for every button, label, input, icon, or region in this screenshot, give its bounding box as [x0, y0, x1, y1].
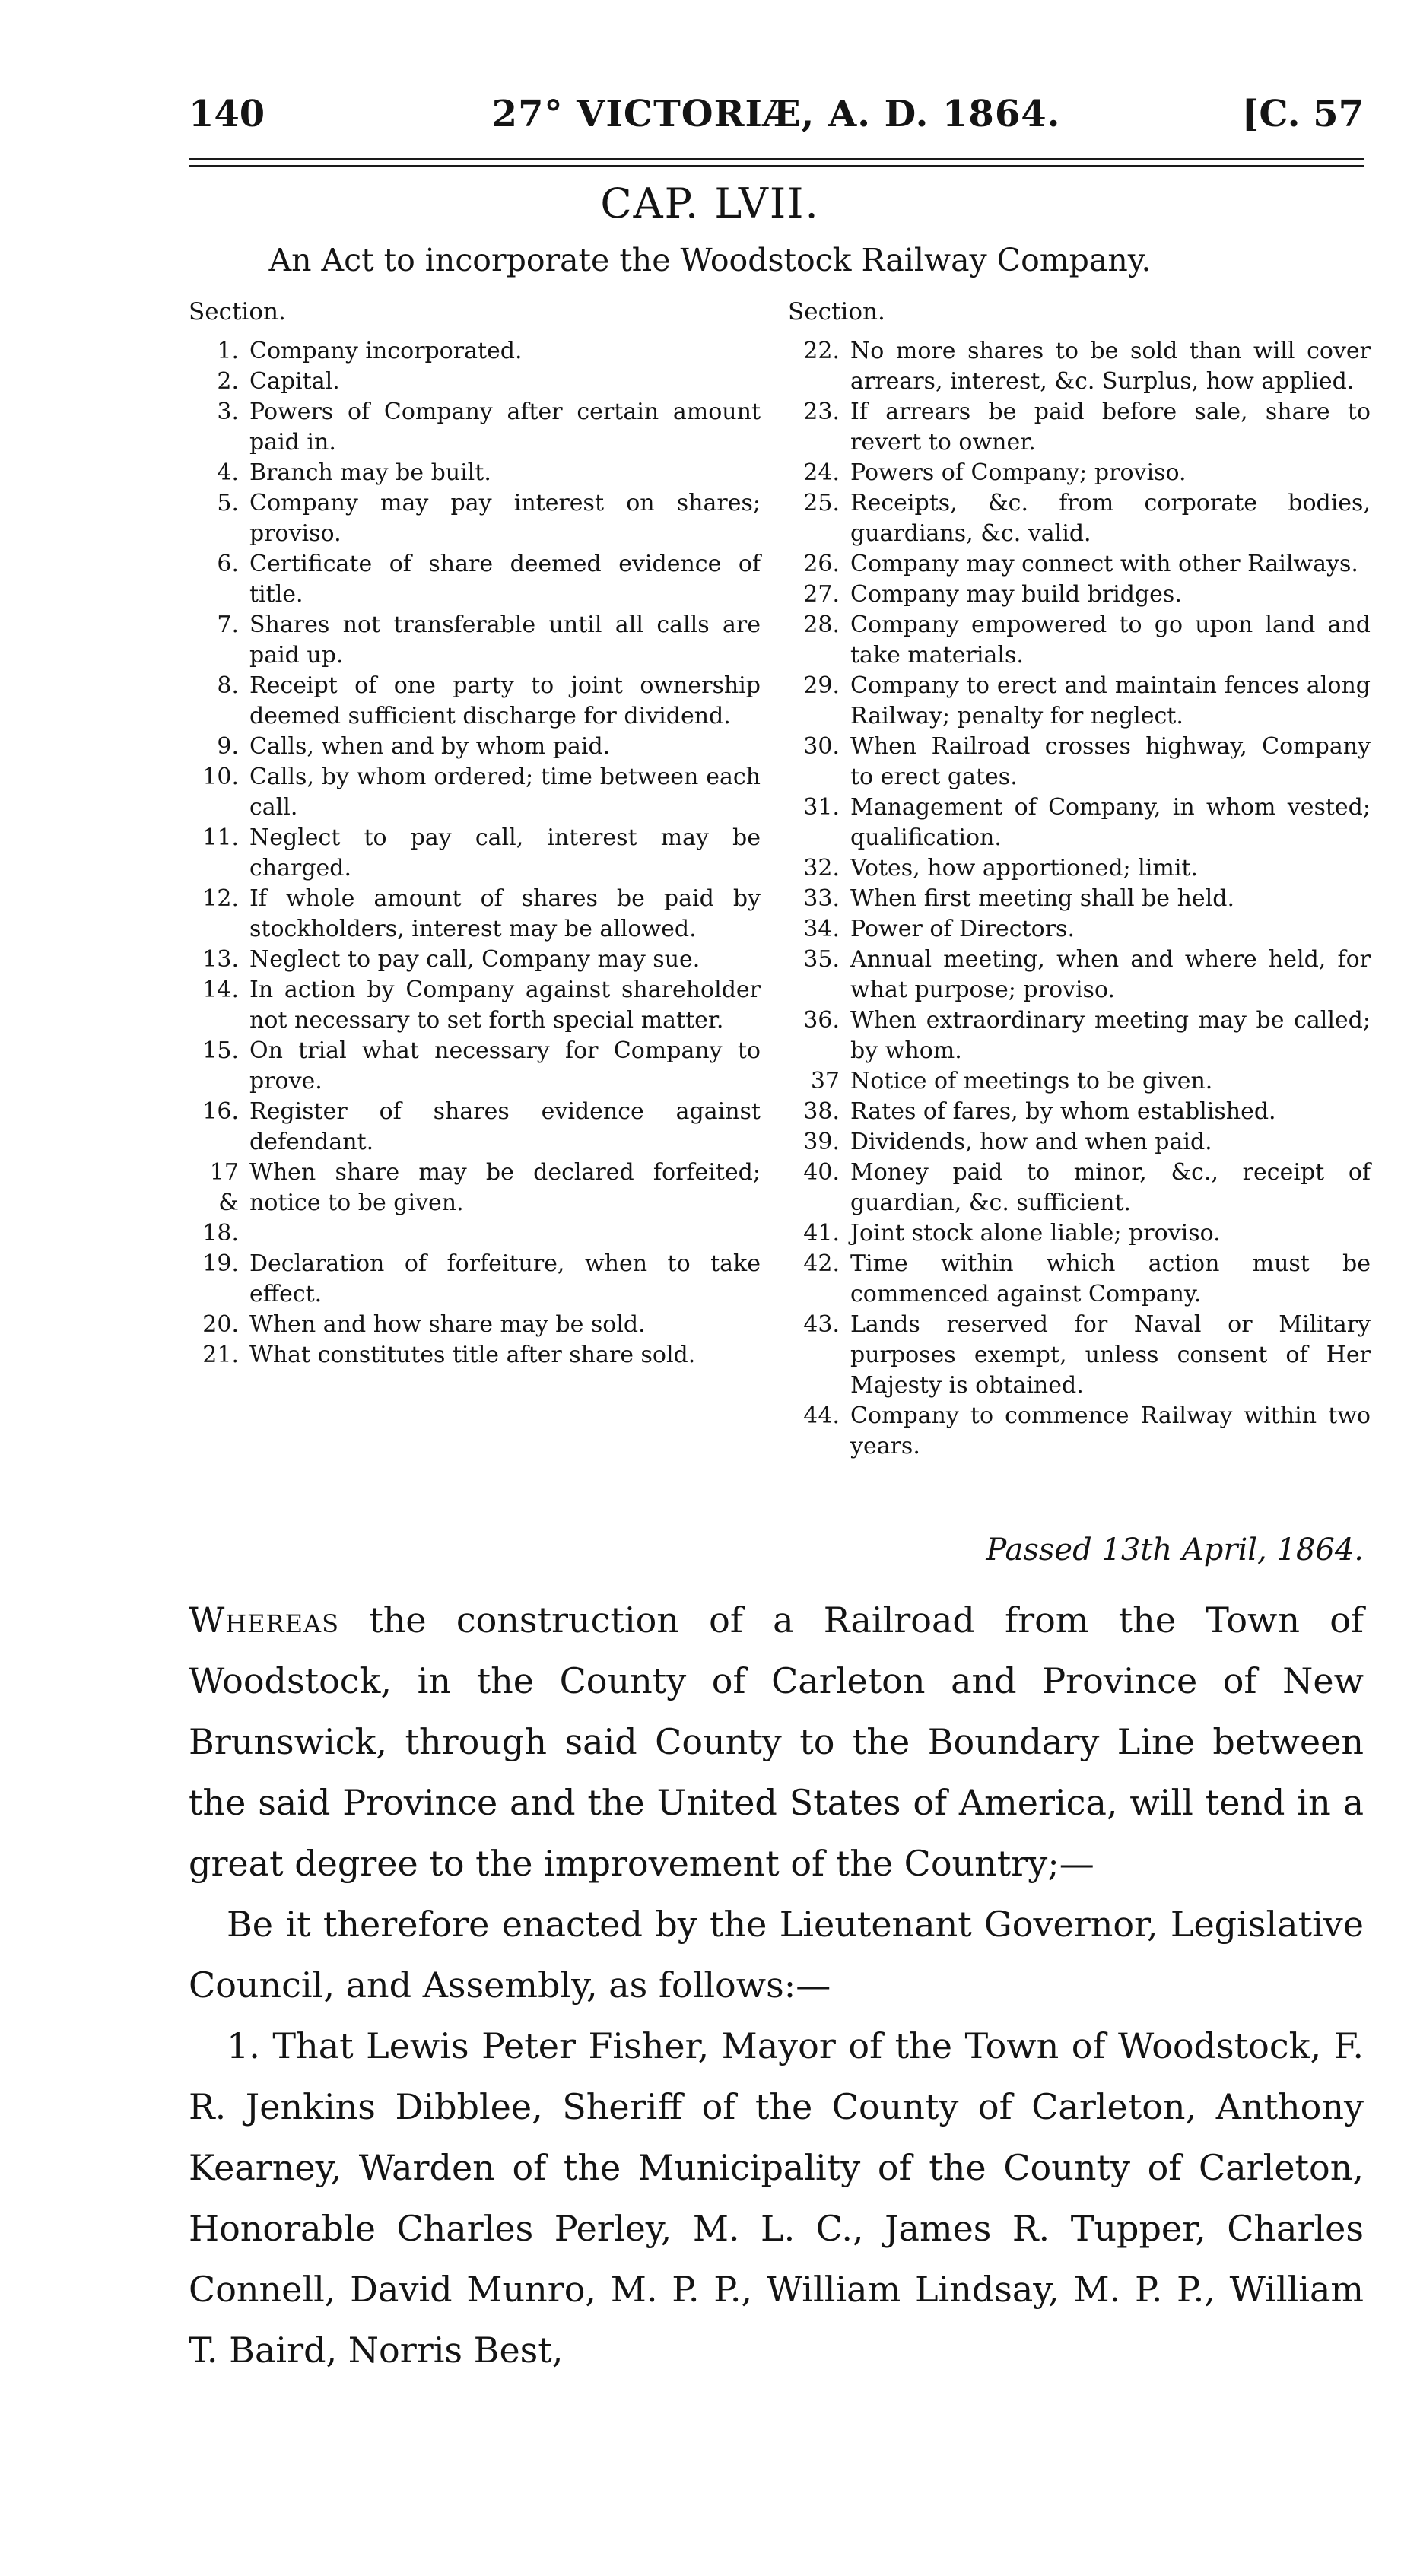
- toc-entry: [189, 1036, 761, 1097]
- toc-entry: [785, 610, 1371, 671]
- toc-entry-number: 41.: [803, 1220, 840, 1247]
- toc-entry-text: Receipt of one party to joint ownership deemed sufficient discharge for dividend.: [249, 672, 761, 729]
- toc-entry-text: Money paid to minor, &c., receipt of guardian, &c. sufficient.: [850, 1159, 1371, 1216]
- toc-right-heading: Section.: [788, 298, 885, 326]
- preamble-text: the construction of a Railroad from the Town of Woodstock, in the County of Carleton and Province of New Brunswick, through said County to the Boundary Line between the said Province and the United States of America, will tend in a great degree to the improvement of the Country;—: [189, 1599, 1364, 1884]
- running-title: 27° VICTORIÆ, A. D. 1864.: [491, 93, 1061, 135]
- toc-entry: [785, 549, 1371, 580]
- toc-entry-number: 29.: [803, 672, 840, 699]
- toc-entry-text: Powers of Company; proviso.: [850, 459, 1187, 486]
- toc-entry-text: Management of Company, in whom vested; qualification.: [850, 794, 1371, 851]
- toc-entry-text: Calls, by whom ordered; time between each call.: [249, 764, 761, 821]
- toc-entry: [785, 580, 1371, 610]
- toc-entry-number: 5.: [217, 490, 239, 516]
- toc-entry-number: 35.: [803, 946, 840, 973]
- toc-entry-number: 32.: [803, 855, 840, 881]
- toc-entry-number: 38.: [803, 1098, 840, 1125]
- toc-entry: [189, 945, 761, 975]
- toc-entry: [189, 732, 761, 762]
- toc-entry-number: 15.: [202, 1037, 239, 1064]
- toc-entry-text: Neglect to pay call, Company may sue.: [249, 946, 700, 973]
- chapter-reference: [C. 57: [1241, 93, 1364, 135]
- act-body: [189, 1590, 1364, 2381]
- preamble-paragraph: [189, 1590, 1364, 1894]
- toc-entry: [189, 458, 761, 488]
- toc-entry-text: No more shares to be sold than will cover arrears, interest, &c. Surplus, how applied.: [850, 338, 1371, 395]
- toc-entry-number: 7.: [217, 611, 239, 638]
- toc-entry-text: Lands reserved for Naval or Military purposes exempt, unless consent of Her Majesty is obtained.: [850, 1311, 1371, 1399]
- toc-entry-text: Power of Directors.: [850, 916, 1075, 942]
- toc-right-column: [785, 336, 1371, 1462]
- toc-entry-number: 27.: [803, 581, 840, 608]
- toc-entry-text: Notice of meetings to be given.: [850, 1068, 1213, 1094]
- toc-entry-text: Company to commence Railway within two years.: [850, 1402, 1371, 1460]
- toc-entry-number: 3.: [217, 399, 239, 425]
- toc-entry: [785, 488, 1371, 549]
- toc-entry-text: Votes, how apportioned; limit.: [850, 855, 1199, 881]
- toc-entry-number: 31.: [803, 794, 840, 821]
- toc-entry-number: 43.: [803, 1311, 840, 1338]
- toc-entry: [189, 762, 761, 823]
- toc-entry-number: 6.: [217, 551, 239, 577]
- toc-entry-number: 20.: [202, 1311, 239, 1338]
- whereas-word: Whereas: [189, 1599, 340, 1641]
- toc-entry: [785, 336, 1371, 397]
- toc-entry-number: 4.: [217, 459, 239, 486]
- toc-entry: [785, 1218, 1371, 1249]
- header-rule-top: [189, 158, 1364, 160]
- toc-entry-text: What constitutes title after share sold.: [249, 1342, 696, 1368]
- toc-entry-text: Joint stock alone liable; proviso.: [850, 1220, 1221, 1247]
- toc-entry: [785, 853, 1371, 884]
- running-header: [189, 93, 1364, 154]
- page-number: 140: [189, 93, 265, 135]
- toc-entry-number: 23.: [803, 399, 840, 425]
- toc-entry: [785, 914, 1371, 945]
- toc-left-column: [189, 336, 761, 1371]
- header-rule-bottom: [189, 165, 1364, 167]
- toc-entry-text: Company may build bridges.: [850, 581, 1182, 608]
- toc-entry: [785, 732, 1371, 792]
- toc-entry-number: 8.: [217, 672, 239, 699]
- chapter-heading: CAP. LVII.: [600, 179, 820, 227]
- toc-entry-text: Neglect to pay call, interest may be charged.: [249, 824, 761, 881]
- toc-entry: [189, 610, 761, 671]
- toc-entry-text: If whole amount of shares be paid by stockholders, interest may be allowed.: [249, 885, 761, 942]
- toc-entry: [785, 1310, 1371, 1401]
- toc-entry-number: 44.: [803, 1402, 840, 1429]
- act-title: An Act to incorporate the Woodstock Railway Company.: [268, 242, 1152, 278]
- section-1-text: 1. That Lewis Peter Fisher, Mayor of the Town of Woodstock, F. R. Jenkins Dibblee, Sheriff of the County of Carleton, Anthony Kearney, Warden of the Municipality of the County of Carleton, Honorable Charles Perley, M. L. C., James R. Tupper, Charles Connell, David Munro, M. P. P., William Lindsay, M. P. P., William T. Baird, Norris Best,: [189, 2025, 1364, 2371]
- toc-entry: [189, 1310, 761, 1340]
- toc-entry: [785, 1097, 1371, 1127]
- toc-entry-number: 37: [810, 1068, 840, 1094]
- toc-entry-number: 1.: [217, 338, 239, 364]
- toc-entry: [189, 488, 761, 549]
- toc-entry-number: 30.: [803, 733, 840, 760]
- toc-entry: [189, 1097, 761, 1158]
- toc-entry: [785, 1066, 1371, 1097]
- toc-entry: [785, 1401, 1371, 1462]
- enacting-clause: Be it therefore enacted by the Lieutenant Governor, Legislative Council, and Assembly, as follows:—: [189, 1904, 1364, 2006]
- toc-entry: [785, 1005, 1371, 1066]
- toc-entry-text: On trial what necessary for Company to prove.: [249, 1037, 761, 1094]
- toc-entry-number: 39.: [803, 1129, 840, 1155]
- toc-entry-text: Company may connect with other Railways.: [850, 551, 1358, 577]
- toc-entry-text: In action by Company against shareholder not necessary to set forth special matter.: [249, 977, 761, 1034]
- toc-entry-number: 28.: [803, 611, 840, 638]
- toc-entry: [189, 1340, 761, 1371]
- toc-entry: [189, 367, 761, 397]
- toc-entry-text: If arrears be paid before sale, share to revert to owner.: [850, 399, 1371, 456]
- toc-entry-text: When extraordinary meeting may be called; by whom.: [850, 1007, 1371, 1064]
- toc-entry-text: When share may be declared forfeited; notice to be given.: [249, 1159, 761, 1216]
- toc-entry-number: 33.: [803, 885, 840, 912]
- toc-entry-number: 36.: [803, 1007, 840, 1034]
- toc-left-heading: Section.: [189, 298, 286, 326]
- toc-entry-text: Declaration of forfeiture, when to take effect.: [249, 1250, 761, 1307]
- toc-entry-number: 16.: [202, 1098, 239, 1125]
- toc-entry-number: 11.: [202, 824, 239, 851]
- toc-entry-number: 24.: [803, 459, 840, 486]
- toc-entry: [189, 975, 761, 1036]
- toc-entry-number: 17 & 18.: [202, 1159, 239, 1247]
- toc-entry-text: Certificate of share deemed evidence of title.: [249, 551, 761, 608]
- toc-entry-number: 26.: [803, 551, 840, 577]
- toc-entry: [785, 1249, 1371, 1310]
- toc-entry: [189, 336, 761, 367]
- toc-entry-text: Branch may be built.: [249, 459, 491, 486]
- toc-entry: [785, 884, 1371, 914]
- toc-entry-number: 42.: [803, 1250, 840, 1277]
- toc-entry-number: 2.: [217, 368, 239, 395]
- toc-entry-text: Rates of fares, by whom established.: [850, 1098, 1276, 1125]
- toc-entry-text: When Railroad crosses highway, Company to erect gates.: [850, 733, 1371, 790]
- toc-entry-text: When first meeting shall be held.: [850, 885, 1235, 912]
- toc-entry-number: 22.: [803, 338, 840, 364]
- toc-entry: [189, 549, 761, 610]
- toc-entry-text: Company incorporated.: [249, 338, 523, 364]
- toc-entry: [785, 1127, 1371, 1158]
- toc-entry: [785, 671, 1371, 732]
- toc-entry-number: 40.: [803, 1159, 840, 1186]
- toc-entry-text: Receipts, &c. from corporate bodies, guardians, &c. valid.: [850, 490, 1371, 547]
- toc-entry: [189, 397, 761, 458]
- toc-entry-text: Capital.: [249, 368, 340, 395]
- toc-entry-number: 12.: [202, 885, 239, 912]
- toc-entry: [189, 1249, 761, 1310]
- toc-entry-text: Shares not transferable until all calls are paid up.: [249, 611, 761, 669]
- toc-entry-text: When and how share may be sold.: [249, 1311, 646, 1338]
- toc-entry: [785, 792, 1371, 853]
- toc-entry-number: 19.: [202, 1250, 239, 1277]
- toc-entry-number: 14.: [202, 977, 239, 1003]
- toc-entry-number: 10.: [202, 764, 239, 790]
- toc-entry-text: Annual meeting, when and where held, for what purpose; proviso.: [850, 946, 1371, 1003]
- toc-entry-number: 9.: [217, 733, 239, 760]
- toc-entry: [189, 884, 761, 945]
- toc-entry-number: 13.: [202, 946, 239, 973]
- toc-entry-text: Register of shares evidence against defendant.: [249, 1098, 761, 1155]
- toc-entry-text: Company to erect and maintain fences along Railway; penalty for neglect.: [850, 672, 1371, 729]
- toc-entry: [189, 671, 761, 732]
- toc-entry-text: Powers of Company after certain amount paid in.: [249, 399, 761, 456]
- toc-entry-text: Calls, when and by whom paid.: [249, 733, 611, 760]
- toc-entry: [189, 823, 761, 884]
- toc-entry: [785, 1158, 1371, 1218]
- toc-entry-text: Dividends, how and when paid.: [850, 1129, 1212, 1155]
- toc-entry: [189, 1158, 761, 1249]
- toc-entry-text: Time within which action must be commenced against Company.: [850, 1250, 1371, 1307]
- toc-entry-text: Company may pay interest on shares; proviso.: [249, 490, 761, 547]
- passed-date: Passed 13th April, 1864.: [986, 1533, 1364, 1568]
- toc-entry-text: Company empowered to go upon land and take materials.: [850, 611, 1371, 669]
- toc-entry: [785, 458, 1371, 488]
- toc-entry: [785, 945, 1371, 1005]
- toc-entry-number: 21.: [202, 1342, 239, 1368]
- toc-entry: [785, 397, 1371, 458]
- toc-entry-number: 25.: [803, 490, 840, 516]
- toc-entry-number: 34.: [803, 916, 840, 942]
